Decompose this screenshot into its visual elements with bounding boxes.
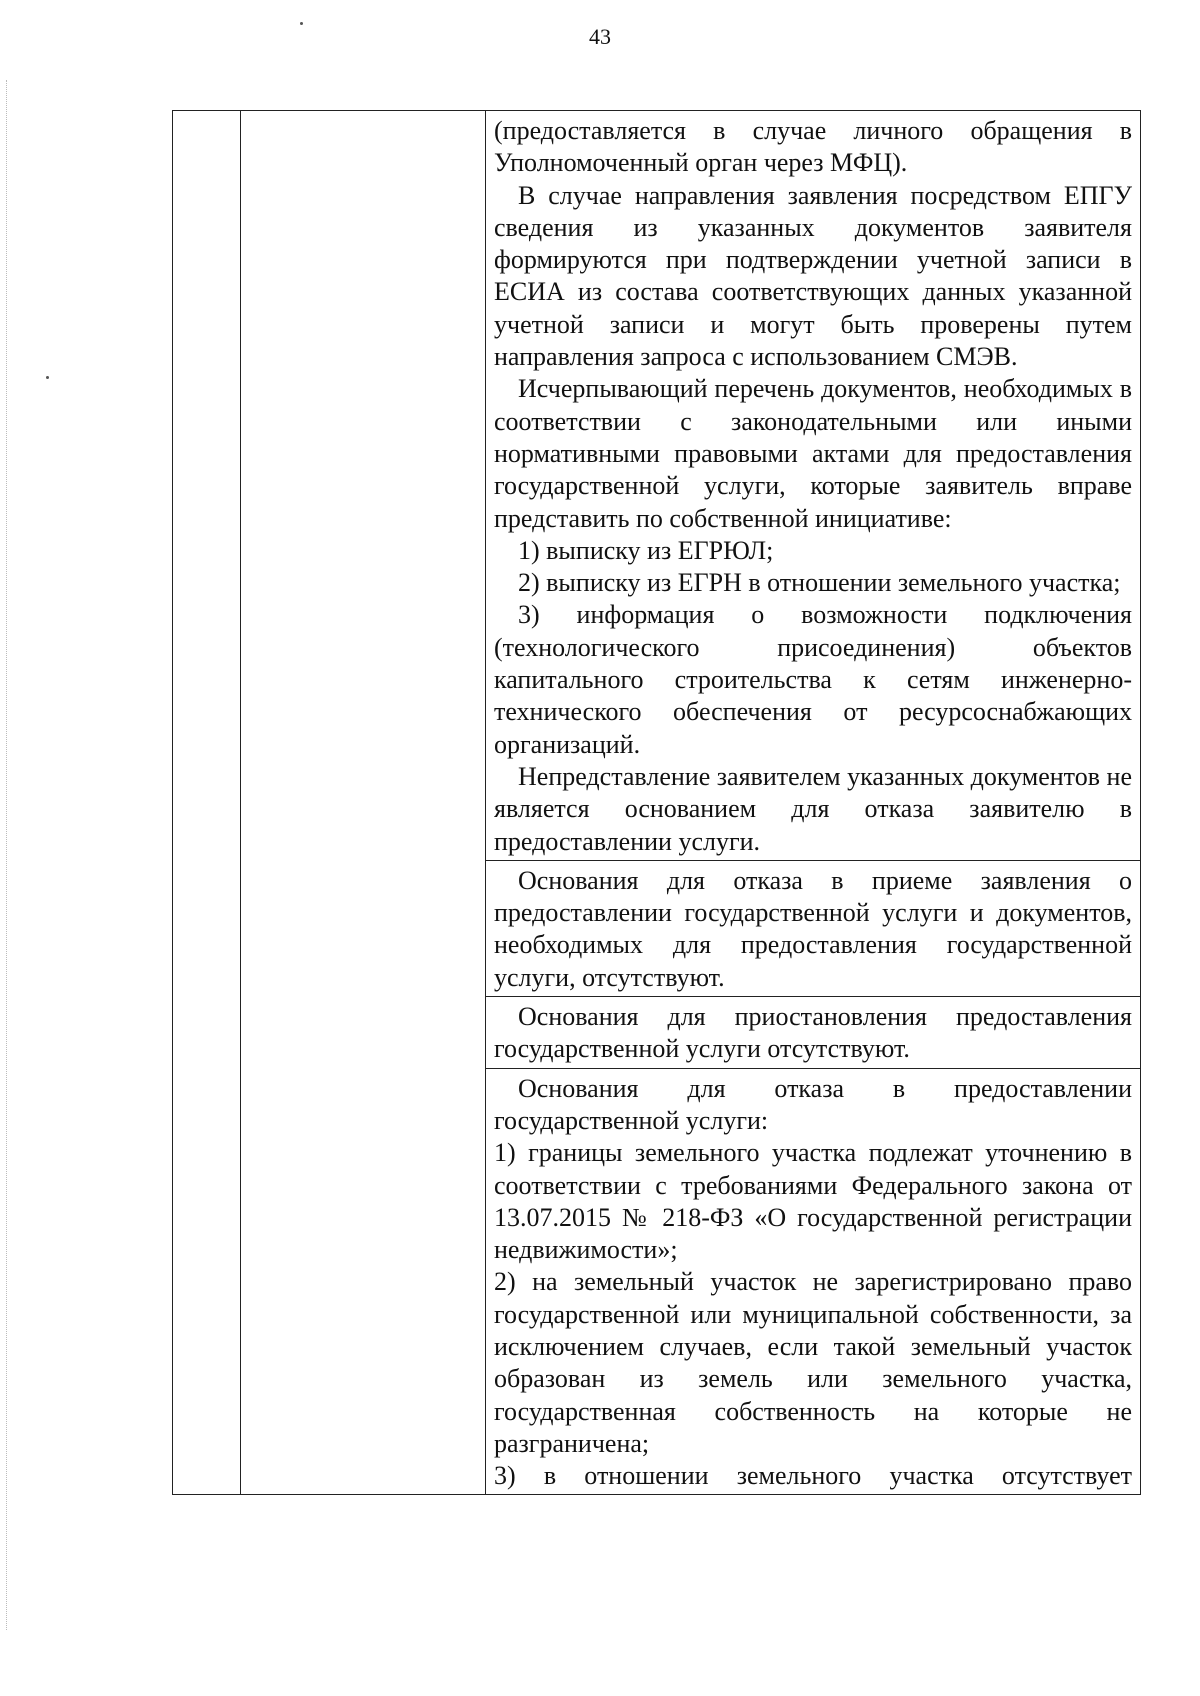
content-cell xyxy=(486,997,1141,1069)
scan-speck xyxy=(46,376,49,379)
paragraph: Основания для отказа в предоставлении государственной услуги: xyxy=(494,1073,1132,1135)
content-cell xyxy=(486,860,1141,996)
page-number: 43 xyxy=(589,24,611,49)
list-item: 3) информация о возможности подключения (технологического присоединения) объектов капитального строительства к сетям инженерно-технического обеспечения от ресурсоснабжающих организаций. xyxy=(494,600,1132,759)
list-item: 1) выписку из ЕГРЮЛ; xyxy=(518,535,774,565)
criteria-column-cell xyxy=(241,111,486,1495)
content-cell xyxy=(486,111,1141,861)
paragraph: (предоставляется в случае личного обращения в Уполномоченный орган через МФЦ). xyxy=(494,116,1132,178)
document-table xyxy=(172,110,1141,1495)
scan-margin-artifact xyxy=(6,80,9,1630)
paragraph: Непредставление заявителем указанных документов не является основанием для отказа заявителю в предоставлении услуги. xyxy=(494,761,1132,856)
number-column-cell xyxy=(173,111,241,1495)
paragraph: Исчерпывающий перечень документов, необходимых в соответствии с законодательными или иными нормативными правовыми актами для предоставления государственной услуги, которые заявитель вправе представить по собственной инициативе: xyxy=(494,374,1132,533)
list-item: 2) выписку из ЕГРН в отношении земельного участка; xyxy=(518,568,1121,598)
paragraph: Основания для отказа в приеме заявления о предоставлении государственной услуги и документов, необходимых для предоставления государственной услуги, отсутствуют. xyxy=(494,865,1132,992)
list-item: 3) в отношении земельного участка отсутствует xyxy=(494,1461,1132,1491)
content-cell xyxy=(486,1068,1141,1495)
list-item: 2) на земельный участок не зарегистрировано право государственной или муниципальной собственности, за исключением случаев, если такой земельный участок образован из земель или земельного участка, государственная собственность на которые не разграничена; xyxy=(494,1267,1132,1458)
paragraph: В случае направления заявления посредством ЕПГУ сведения из указанных документов заявителя формируются при подтверждении учетной записи в ЕСИА из состава соответствующих данных указанной учетной записи и могут быть проверены путем направления запроса с использованием СМЭВ. xyxy=(494,180,1132,372)
list-item: 1) границы земельного участка подлежат уточнению в соответствии с требованиями Федерального закона от 13.07.2015 № 218-ФЗ «О государственной регистрации недвижимости»; xyxy=(494,1138,1132,1265)
table-row xyxy=(173,111,1141,861)
paragraph: Основания для приостановления предоставления государственной услуги отсутствуют. xyxy=(494,1002,1132,1064)
